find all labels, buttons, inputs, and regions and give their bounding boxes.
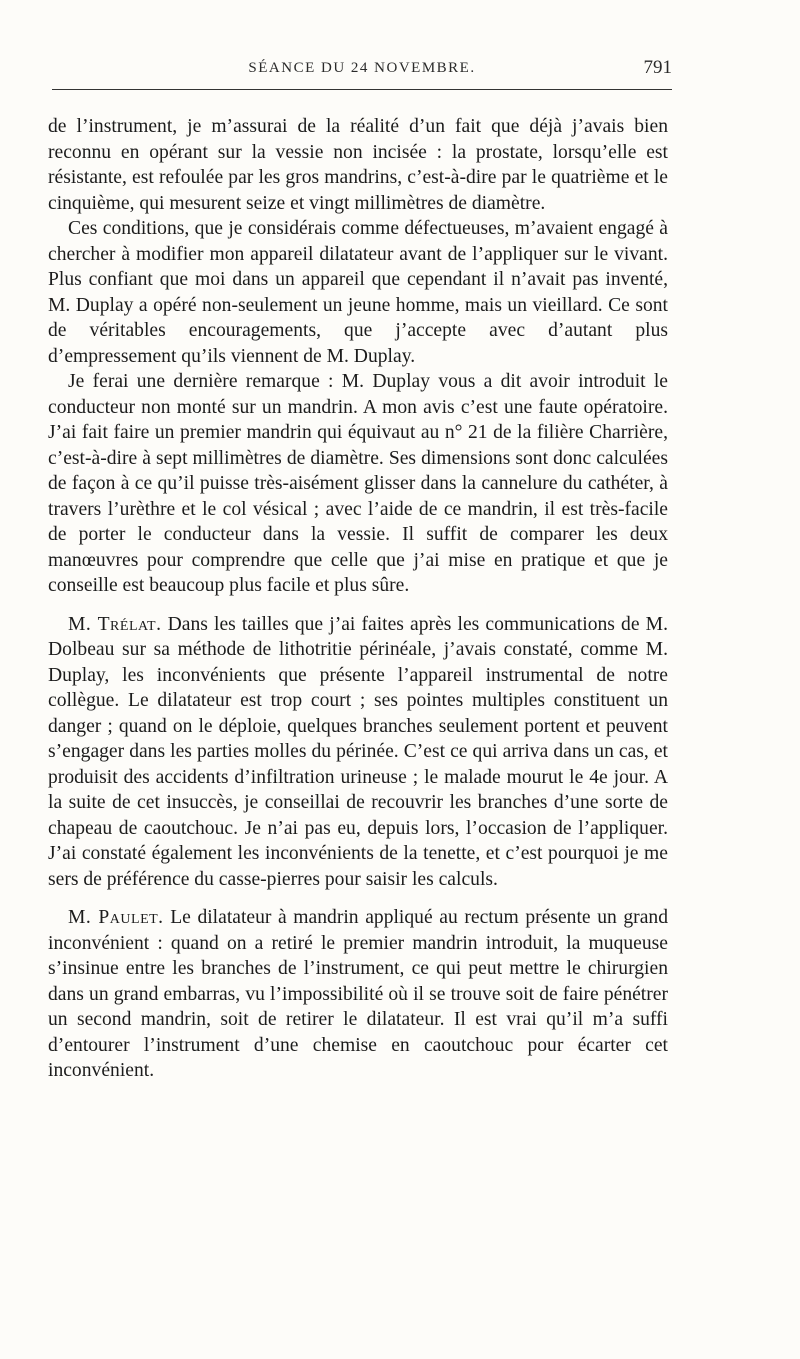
page-number: 791 [643,57,672,78]
paragraph-trelat [48,612,668,893]
page-header [52,55,672,90]
paragraph-continuation: de l’instrument, je m’assurai de la réalité d’un fait que déjà j’avais bien reconnu en opérant sur la vessie non incisée : la prostate, lorsqu’elle est résistante, est refoulée par les gros mandrins, c’est-à-dire par le quatrième et le cinquième, qui mesurent seize et vingt millimètres de diamètre. [48,116,668,214]
speech-text: Dans les tailles que j’ai faites après les communications de M. Dolbeau sur sa méthode de lithotritie périnéale, j’avais constaté, comme M. Duplay, les inconvénients que présente l’appareil instrumental de notre collègue. Le dilatateur est trop court ; ses pointes multiples constituent un danger ; quand on le déploie, quelques branches seulement portent et peuvent s’engager dans les parties molles du périnée. C’est ce qui arriva dans un cas, et produisit des accidents d’infiltration urineuse ; le malade mourut le 4e jour. A la suite de cet insuccès, je conseillai de recouvrir les branches d’une sorte de chapeau de caoutchouc. Je n’ai pas eu, depuis lors, l’occasion de l’appliquer. J’ai constaté également les inconvénients de la tenette, et c’est pourquoi je me sers de préférence du casse-pierres pour saisir les calculs. [48,613,668,890]
speaker-name: M. Paulet. [68,907,164,928]
paragraph-remarque: Je ferai une dernière remarque : M. Duplay vous a dit avoir introduit le conducteur non monté sur un mandrin. A mon avis c’est une faute opératoire. J’ai fait faire un premier mandrin qui équivaut au n° 21 de la filière Charrière, c’est-à-dire à sept millimètres de diamètre. Ses dimensions sont donc calculées de façon à ce qu’il puisse très-aisément glisser dans la cannelure du cathéter, à travers l’urèthre et le col vésical ; avec l’aide de ce mandrin, il est très-facile de porter le conducteur dans la vessie. Il suffit de comparer les deux manœuvres pour comprendre que celle que j’ai mise en pratique et que je conseille est beaucoup plus facile et plus sûre. [48,371,668,596]
body-text [48,114,668,1084]
running-title: SÉANCE DU 24 NOVEMBRE. [248,60,476,76]
speaker-name: M. Trélat. [68,613,162,635]
paragraph-paulet [48,905,668,1084]
paragraph-conditions: Ces conditions, que je considérais comme défectueuses, m’avaient engagé à chercher à modifier mon appareil dilatateur avant de l’appliquer sur le vivant. Plus confiant que moi dans un appareil que cependant il n’avait pas inventé, M. Duplay a opéré non-seulement un jeune homme, mais un vieillard. Ce sont de véritables encouragements, que j’accepte avec d’autant plus d’empressement qu’ils viennent de M. Duplay. [48,218,668,367]
speech-text: Le dilatateur à mandrin appliqué au rectum présente un grand inconvénient : quand on a retiré le premier mandrin introduit, la muqueuse s’insinue entre les branches de l’instrument, ce qui peut mettre le chirurgien dans un grand embarras, vu l’impossibilité où il se trouve soit de faire pénétrer un second mandrin, soit de retirer le dilatateur. Il est vrai qu’il m’a suffi d’entourer l’instrument d’une chemise en caoutchouc pour écarter cet inconvénient. [48,907,668,1081]
